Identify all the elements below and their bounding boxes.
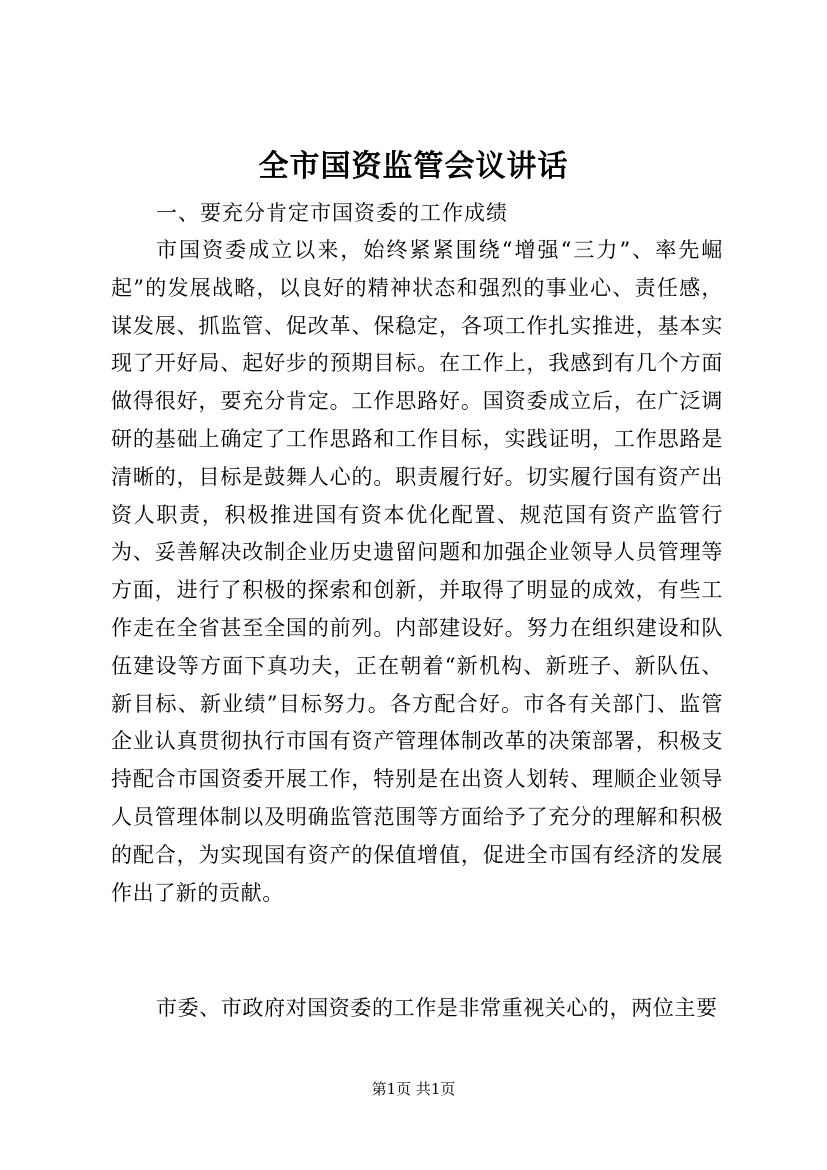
section-heading: 一、要充分肯定市国资委的工作成绩 [156, 201, 508, 225]
document-title: 全市国资监管会议讲话 [258, 149, 569, 184]
body-paragraph-1: 市国资委成立以来，始终紧紧围绕“增强“三力”、率先崛起”的发展战略，以良好的精神状态和强烈的事业心、责任感，谋发展、抓监管、促改革、保稳定，各项工作扎实推进，基本实现了开好局、起好步的预期目标。在工作上，我感到有几个方面做得很好，要充分肯定。工作思路好。国资委成立后，在广泛调研的基础上确定了工作思路和工作目标，实践证明，工作思路是清晰的，目标是鼓舞人心的。职责履行好。切实履行国有资产出资人职责，积极推进国有资本优化配置、规范国有资产监管行为、妥善解决改制企业历史遗留问题和加强企业领导人员管理等方面，进行了积极的探索和创新，并取得了明显的成效，有些工作走在全省甚至全国的前列。内部建设好。努力在组织建设和队伍建设等方面下真功夫，正在朝着“新机构、新班子、新队伍、新目标、新业绩”目标努力。各方配合好。市各有关部门、监管企业认真贯彻执行市国有资产管理体制改革的决策部署，积极支持配合市国资委开展工作，特别是在出资人划转、理顺企业领导人员管理体制以及明确监管范围等方面给予了充分的理解和积极的配合，为实现国有资产的保值增值，促进全市国有经济的发展作出了新的贡献。 [111, 238, 723, 905]
page-footer: 第1页 共1页 [371, 1080, 456, 1098]
body-paragraph-2: 市委、市政府对国资委的工作是非常重视关心的，两位主要 [156, 996, 718, 1020]
